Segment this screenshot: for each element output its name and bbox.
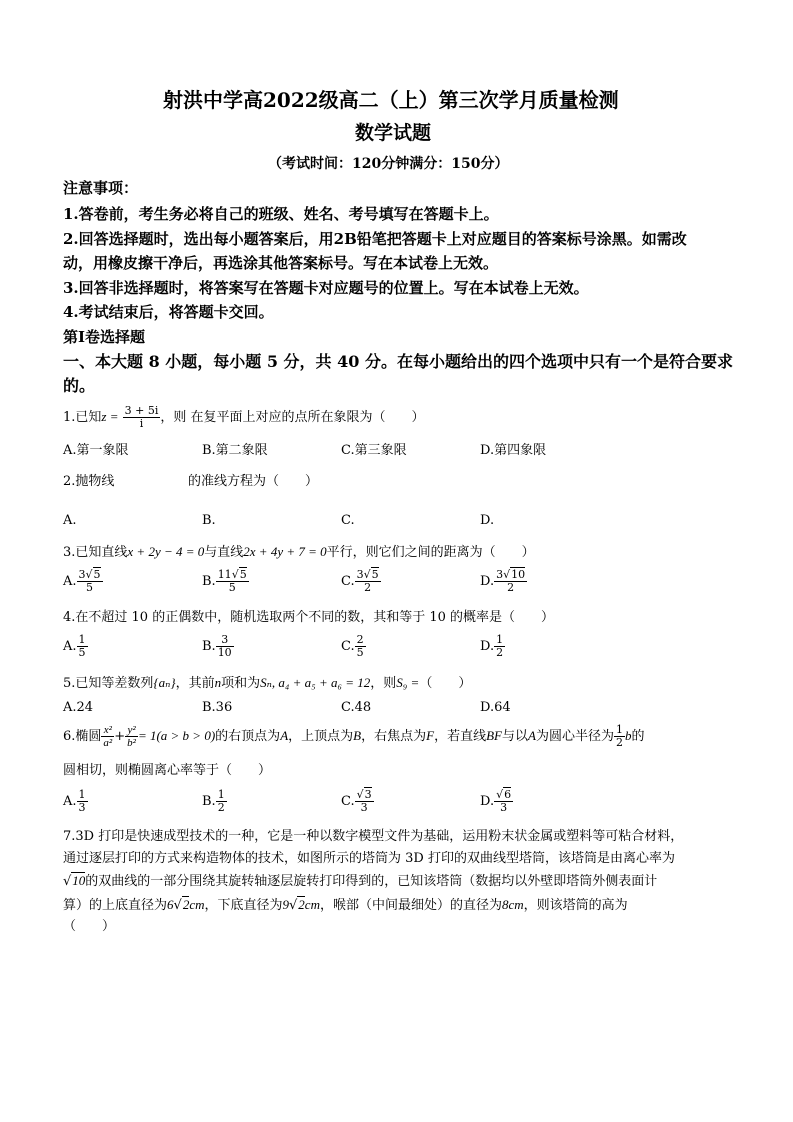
q5-option-b: B.36 — [202, 700, 233, 715]
question-3: 3.已知直线x + 2y − 4 = 0与直线2x + 4y + 7 = 0平行，则它们之间的距离为（ ） — [63, 544, 535, 560]
note-item: 2.回答选择题时，选出每小题答案后，用2B铅笔把答题卡上对应题目的答案标号涂黑。如需改 — [63, 230, 687, 248]
note-item: 1.答卷前，考生务必将自己的班级、姓名、考号填写在答题卡上。 — [63, 205, 499, 223]
question-4: 4.在不超过 10 的正偶数中，随机选取两个不同的数，其和等于 10 的概率是（ ） — [63, 610, 555, 625]
q2-option-b: B. — [202, 513, 216, 528]
question-1: 1.已知z = $\frac{3 + 5i}{i}$ ，则 在复平面上对应的点所在象限为（ ） — [63, 404, 425, 431]
q6-option-b: B. $\frac{1}{2}$ — [202, 788, 225, 815]
section-instruction: 一、本大题 8 小题，每小题 5 分，共 40 分。在每小题给出的四个选项中只有一个是符合要求 — [63, 352, 733, 371]
q4-option-a: A. $\frac{1}{5}$ — [63, 633, 86, 660]
question-6: 6.椭圆 $\frac{\text{x²}}{\text{a²}}$ + $\frac{\text{y²}}{\text{b²}}$ = 1(a > b > 0)的右顶点为A，上顶点为B，右焦点为F，若直线BF与以A为圆心半径为 $\frac{1}{2}$ b的 — [63, 723, 645, 750]
q5-option-d: D.64 — [480, 700, 511, 715]
q5-option-a: A.24 — [63, 700, 94, 715]
exam-title: 射洪中学高2022级高二（上）第三次学月质量检测 — [163, 88, 619, 112]
question-7-line2: 通过逐层打印的方式来构造物体的技术，如图所示的塔筒为 3D 打印的双曲线型塔筒，该塔筒是由离心率为 — [63, 851, 675, 866]
exam-subtitle: 数学试题 — [355, 122, 432, 144]
question-7-line4: 算）的上底直径为6√2cm，下底直径为9√2cm，喉部（中间最细处）的直径为8cm，则该塔筒的高为 — [63, 897, 628, 913]
note-item: 动，用橡皮擦干净后，再选涂其他答案标号。写在本试卷上无效。 — [63, 254, 499, 272]
q3-option-c: C. $\frac{3√5}{2}$ — [341, 568, 379, 595]
question-7-line5: （ ） — [63, 919, 116, 934]
section-label: 第Ⅰ卷选择题 — [63, 328, 146, 346]
question-7-line3: √10的双曲线的一部分围绕其旋转轴逐层旋转打印得到的，已知该塔筒（数据均以外壁即塔筒外侧表面计 — [63, 873, 658, 889]
q2-option-a: A. — [63, 513, 77, 528]
q1-option-b: B.第二象限 — [202, 443, 268, 458]
note-item: 3.回答非选择题时，将答案写在答题卡对应题号的位置上。写在本试卷上无效。 — [63, 279, 589, 297]
question-2-cont: 的准线方程为（ ） — [188, 474, 319, 489]
q1-option-c: C.第三象限 — [341, 443, 407, 458]
q5-option-c: C.48 — [341, 700, 372, 715]
q4-option-d: D. $\frac{1}{2}$ — [480, 633, 504, 660]
q3-option-d: D. $\frac{3√10}{2}$ — [480, 568, 526, 595]
question-2: 2.抛物线 — [63, 474, 115, 489]
q6-option-d: D. $\frac{√6}{3}$ — [480, 788, 512, 815]
exam-time-info: （考试时间：120分钟满分：150分） — [268, 156, 509, 172]
q2-option-d: D. — [480, 513, 495, 528]
q6-option-c: C. $\frac{√3}{3}$ — [341, 788, 372, 815]
q3-option-b: B. $\frac{11√5}{5}$ — [202, 568, 247, 595]
q4-option-b: B. $\frac{3}{10}$ — [202, 633, 232, 660]
q4-option-c: C. $\frac{2}{5}$ — [341, 633, 364, 660]
q6-option-a: A. $\frac{1}{3}$ — [63, 788, 86, 815]
q2-option-c: C. — [341, 513, 355, 528]
q1-option-d: D.第四象限 — [480, 443, 547, 458]
q1-option-a: A.第一象限 — [63, 443, 129, 458]
question-6-cont: 圆相切，则椭圆离心率等于（ ） — [63, 763, 272, 778]
question-5: 5.已知等差数列{aₙ}，其前n项和为Sₙ, a₄ + a₅ + a₆ = 12，则S₉ =（ ） — [63, 675, 472, 691]
section-instruction-cont: 的。 — [63, 376, 96, 395]
note-item: 4.考试结束后，将答题卡交回。 — [63, 303, 274, 321]
question-7: 7.3D 打印是快速成型技术的一种，它是一种以数字模型文件为基础，运用粉末状金属或塑料等可粘合材料， — [63, 829, 684, 844]
q3-option-a: A. $\frac{3√5}{5}$ — [63, 568, 101, 595]
notes-heading: 注意事项： — [63, 179, 139, 197]
